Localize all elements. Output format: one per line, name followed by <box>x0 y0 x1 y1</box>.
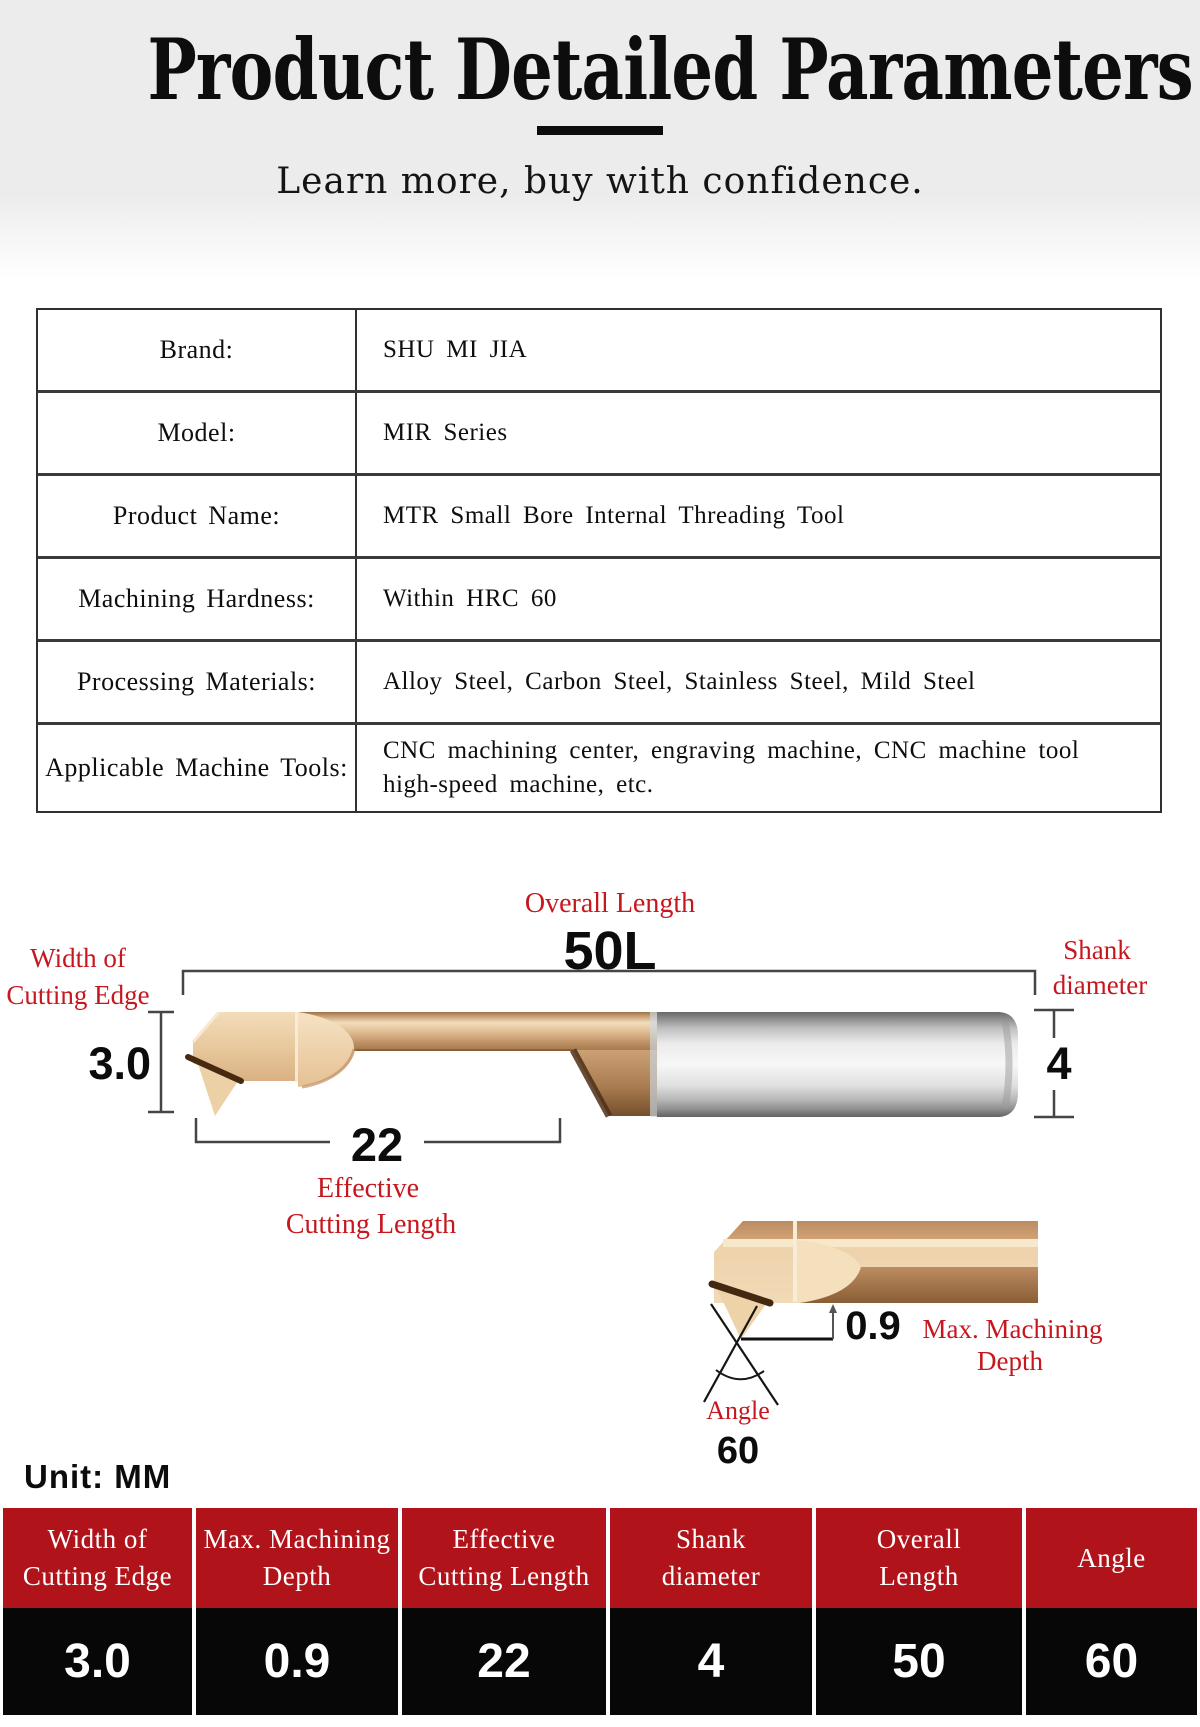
spec-value-shank-diameter: 4 <box>610 1608 812 1715</box>
table-row <box>38 722 1160 811</box>
spec-header-line: Cutting Length <box>418 1561 590 1591</box>
row-label-applicable-machine-tools: Applicable Machine Tools: <box>38 725 357 811</box>
table-row <box>38 639 1160 722</box>
table-row <box>38 310 1160 390</box>
max-depth-value: 0.9 <box>845 1304 901 1348</box>
spec-header-line: Cutting Edge <box>22 1561 173 1591</box>
overall-length-value: 50L <box>563 921 657 981</box>
row-label-product-name: Product Name: <box>38 476 357 556</box>
spec-value-cutting-edge-width: 3.0 <box>3 1608 192 1715</box>
title-divider <box>537 126 663 135</box>
width-label-line1: Width of <box>30 943 126 973</box>
spec-header-angle <box>1026 1508 1197 1608</box>
effective-label-line1: Effective <box>316 1173 420 1204</box>
max-depth-label-line1: Max. Machining <box>922 1314 1103 1344</box>
spec-header-max-depth <box>196 1508 398 1608</box>
shank-diameter-label-line1: Shank <box>1063 935 1131 965</box>
spec-header-line: Overall <box>876 1524 962 1554</box>
row-label-model: Model: <box>38 393 357 473</box>
row-value-applicable-machine-tools: CNC machining center, engraving machine, CNC machine tool high-speed machine, etc. <box>383 737 1080 798</box>
row-value-processing-materials: Alloy Steel, Carbon Steel, Stainless Steel, Mild Steel <box>383 668 976 695</box>
spec-header-line: Angle <box>1077 1542 1146 1573</box>
overall-length-label: Overall Length <box>524 888 696 919</box>
hero-banner <box>0 0 1200 278</box>
spec-header-line: Depth <box>262 1561 332 1591</box>
row-label-processing-materials: Processing Materials: <box>38 642 357 722</box>
table-row <box>38 473 1160 556</box>
parameter-table <box>36 308 1162 813</box>
cutting-edge-width-value: 3.0 <box>88 1038 151 1089</box>
spec-header-line: Effective <box>452 1524 556 1554</box>
spec-header-line: diameter <box>661 1561 761 1591</box>
spec-table <box>3 1508 1197 1715</box>
spec-value-overall-length: 50 <box>816 1608 1022 1715</box>
row-label-machining-hardness: Machining Hardness: <box>38 559 357 639</box>
spec-header-line: Length <box>879 1561 959 1591</box>
row-value-product-name: MTR Small Bore Internal Threading Tool <box>383 502 845 529</box>
shank-diameter-value: 4 <box>1036 1038 1082 1090</box>
spec-value-effective-length: 22 <box>402 1608 606 1715</box>
table-row <box>38 390 1160 473</box>
spec-value-angle: 60 <box>1026 1608 1197 1715</box>
table-row <box>38 556 1160 639</box>
row-value-brand: SHU MI JIA <box>383 336 528 363</box>
effective-label-line2: Cutting Length <box>285 1209 457 1240</box>
shank-diameter-label-line2: diameter <box>1052 970 1148 1000</box>
spec-header-cutting-edge-width <box>3 1508 192 1608</box>
width-label-line2: Cutting Edge <box>6 980 150 1010</box>
spec-header-effective-length <box>402 1508 606 1608</box>
angle-label: Angle <box>706 1396 770 1425</box>
angle-value: 60 <box>716 1430 760 1472</box>
page-title: Product Detailed Parameters <box>147 20 1193 119</box>
cutting-edge-width-dimension-line <box>148 1012 174 1112</box>
spec-header-line: Max. Machining <box>203 1524 391 1554</box>
main-tool-shape <box>188 1012 1018 1117</box>
unit-note: Unit: MM <box>24 1458 172 1495</box>
spec-header-overall-length <box>816 1508 1022 1608</box>
max-depth-label-line2: Depth <box>977 1346 1043 1376</box>
page-subtitle: Learn more, buy with confidence. <box>276 161 924 202</box>
spec-header-line: Width of <box>47 1524 148 1554</box>
effective-length-value: 22 <box>330 1117 424 1172</box>
tool-dimension-diagram <box>0 840 1200 1472</box>
row-label-brand: Brand: <box>38 310 357 390</box>
spec-value-max-depth: 0.9 <box>196 1608 398 1715</box>
spec-header-shank-diameter <box>610 1508 812 1608</box>
row-value-machining-hardness: Within HRC 60 <box>383 585 557 612</box>
row-value-model: MIR Series <box>383 419 508 446</box>
spec-header-line: Shank <box>676 1524 746 1554</box>
